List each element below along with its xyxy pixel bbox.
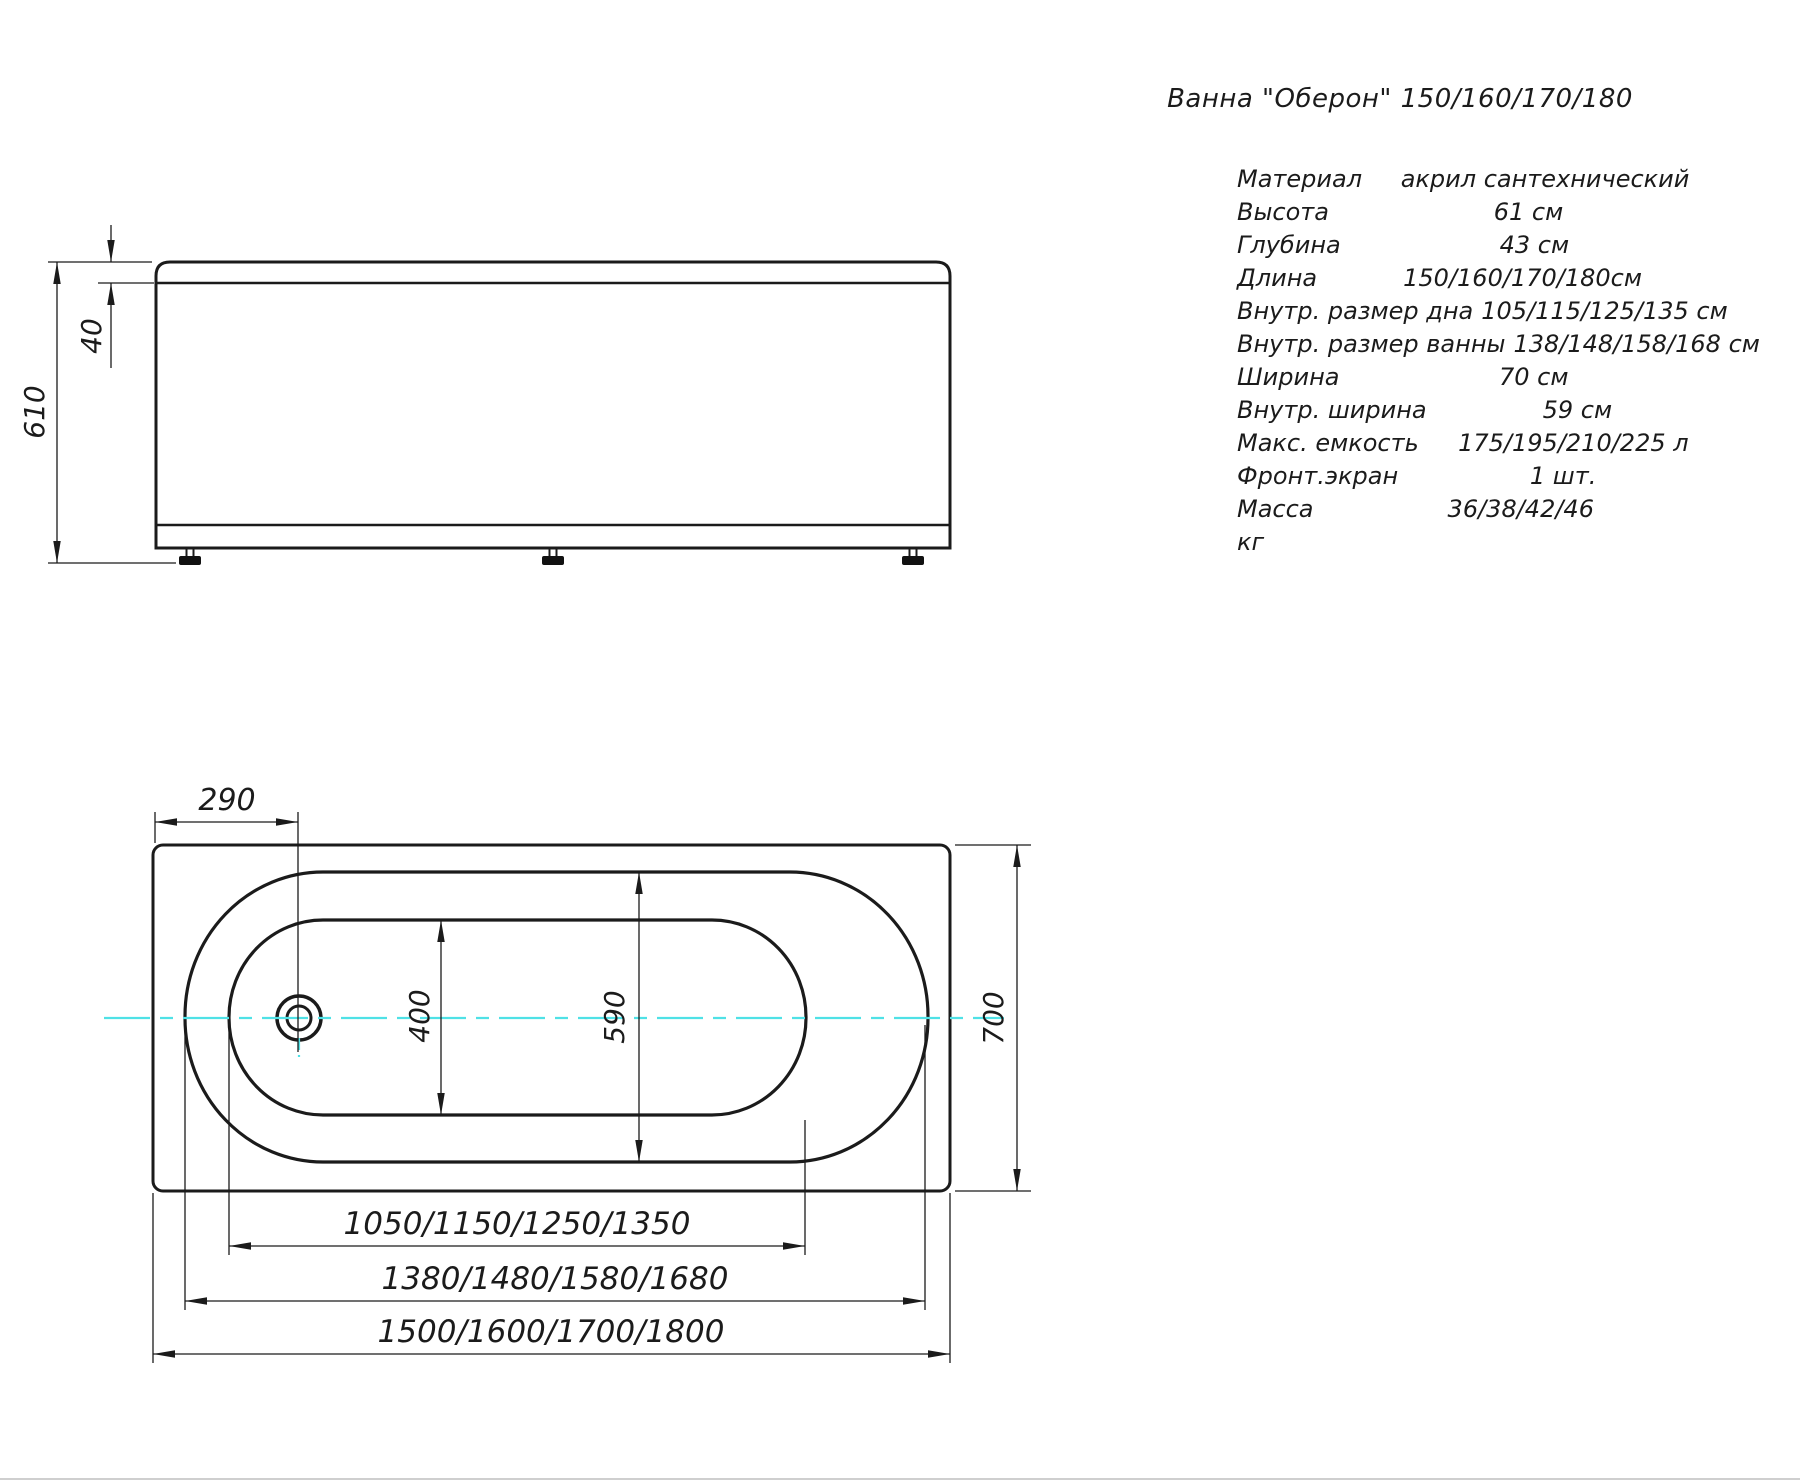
dimension-590-label: 590 [597, 990, 631, 1044]
spec-value: 61 см [1493, 197, 1564, 226]
dimension-700-label: 700 [976, 991, 1010, 1045]
spec-row-width [1237, 360, 1720, 393]
spec-label: Глубина [1237, 230, 1341, 259]
spec-value: 59 см [1542, 395, 1613, 424]
spec-value: 36/38/42/46 [1447, 494, 1594, 523]
spec-value: 150/160/170/180см [1403, 263, 1642, 292]
spec-row-inner-size [1237, 327, 1760, 360]
dimension-1380-label: 1380/1480/1580/1680 [381, 1261, 729, 1297]
spec-label: Ширина [1237, 362, 1340, 391]
spec-label: кг [1237, 527, 1265, 556]
spec-label: Внутр. ширина [1237, 395, 1427, 424]
spec-label: Внутр. размер дна [1237, 296, 1474, 325]
foot-left [179, 548, 201, 565]
spec-row-height [1237, 195, 1720, 228]
dimension-40-label: 40 [74, 318, 108, 354]
dimension-1500-label: 1500/1600/1700/1800 [377, 1314, 725, 1350]
dimension-290-label: 290 [198, 783, 256, 818]
spec-value: 105/115/125/135 см [1481, 296, 1728, 325]
dimension-610-label: 610 [17, 385, 51, 439]
spec-label: Фронт.экран [1237, 461, 1399, 490]
spec-value: 1 шт. [1529, 461, 1597, 490]
spec-value: 43 см [1499, 230, 1570, 259]
spec-row-depth [1237, 228, 1720, 261]
drawing-title: Ванна "Оберон" 150/160/170/180 [1167, 84, 1633, 114]
front-view-outline [156, 262, 950, 548]
spec-label: Макс. емкость [1237, 428, 1419, 457]
spec-value: 70 см [1499, 362, 1569, 391]
spec-label: Внутр. размер ванны [1237, 329, 1506, 358]
spec-value: акрил сантехнический [1400, 164, 1690, 193]
spec-row-material [1237, 162, 1720, 195]
spec-row-kg [1237, 525, 1720, 558]
spec-row-front-panel [1237, 459, 1720, 492]
spec-label: Масса [1237, 494, 1314, 523]
spec-row-capacity [1237, 426, 1720, 459]
front-view [156, 262, 950, 565]
spec-value: 175/195/210/225 л [1458, 428, 1689, 457]
spec-label: Длина [1237, 263, 1318, 292]
foot-right [902, 548, 924, 565]
spec-row-inner-width [1237, 393, 1720, 426]
spec-label: Высота [1237, 197, 1329, 226]
spec-row-mass [1237, 492, 1720, 525]
spec-table [1237, 162, 1760, 558]
spec-value: 138/148/158/168 см [1513, 329, 1760, 358]
dimension-400-label: 400 [402, 989, 436, 1043]
foot-middle [542, 548, 564, 565]
spec-row-bottom-size [1237, 294, 1728, 327]
centerlines [104, 1018, 1004, 1057]
spec-label: Материал [1237, 164, 1363, 193]
dimension-1050-label: 1050/1150/1250/1350 [343, 1206, 691, 1242]
sheet-bottom-rule [0, 1478, 1800, 1480]
spec-row-length [1237, 261, 1720, 294]
